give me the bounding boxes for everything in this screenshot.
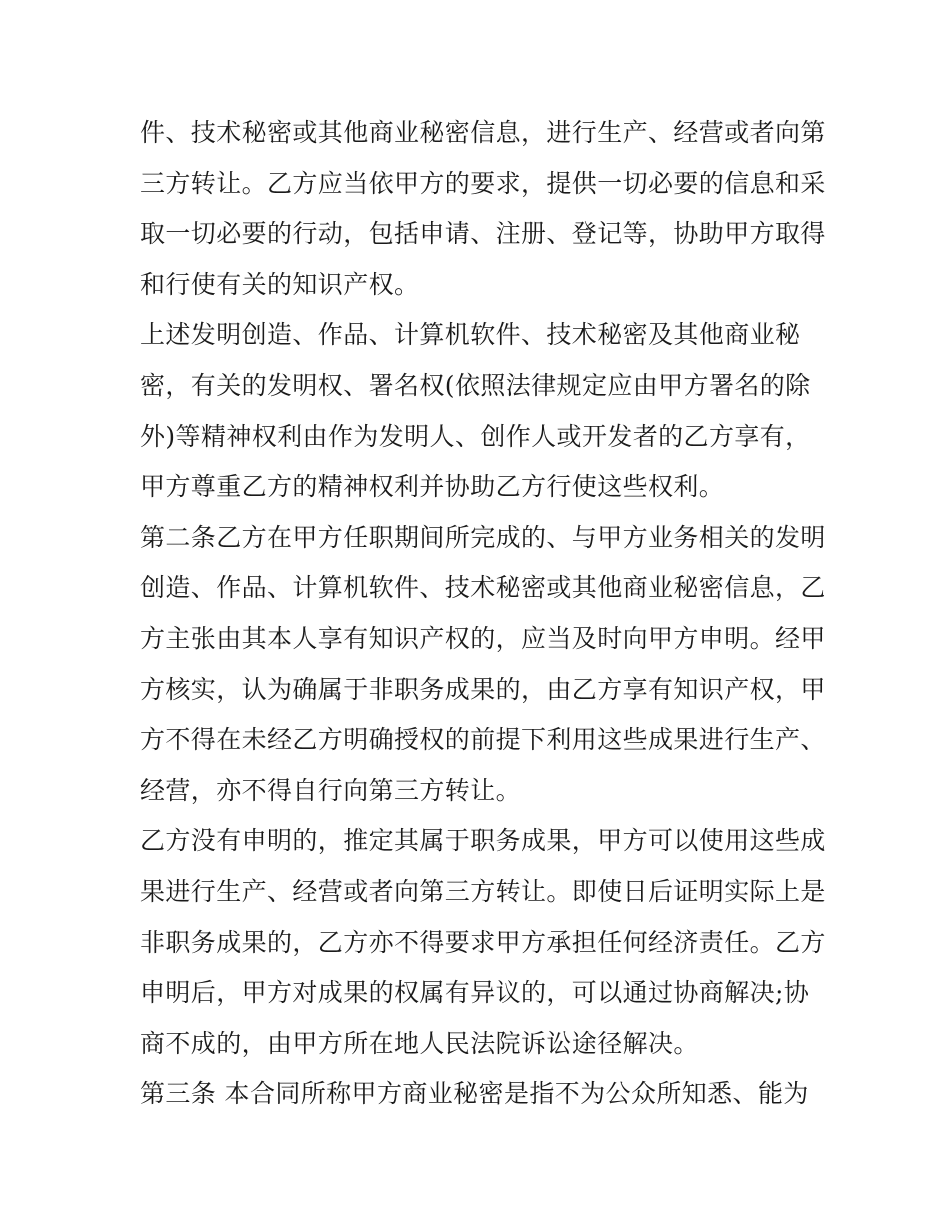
- paragraph-3: [140, 513, 826, 817]
- document-page: [140, 108, 826, 1120]
- text-line: 经营，亦不得自行向第三方转让。: [140, 775, 522, 805]
- text-line: 上述发明创造、作品、计算机软件、技术秘密及其他商业秘: [140, 320, 801, 350]
- paragraph-4: [140, 816, 826, 1069]
- text-line: 第三条 本合同所称甲方商业秘密是指不为公众所知悉、能为: [140, 1079, 809, 1109]
- text-line: 申明后，甲方对成果的权属有异议的，可以通过协商解决;协: [140, 978, 810, 1008]
- paragraph-5: [140, 1069, 820, 1120]
- text-line: 果进行生产、经营或者向第三方转让。即使日后证明实际上是: [140, 876, 826, 906]
- text-line: 第二条乙方在甲方任职期间所完成的、与甲方业务相关的发明: [140, 522, 826, 552]
- text-line: 取一切必要的行动，包括申请、注册、登记等，协助甲方取得: [140, 219, 826, 249]
- text-line: 方主张由其本人享有知识产权的，应当及时向甲方申明。经甲: [140, 623, 826, 653]
- paragraph-2: [140, 310, 820, 512]
- paragraph-1: [140, 108, 826, 310]
- text-line: 商不成的，由甲方所在地人民法院诉讼途径解决。: [140, 1028, 699, 1058]
- text-line: 方不得在未经乙方明确授权的前提下利用这些成果进行生产、: [140, 725, 826, 755]
- text-line: 密，有关的发明权、署名权(依照法律规定应由甲方署名的除: [140, 370, 811, 400]
- text-line: 外)等精神权利由作为发明人、创作人或开发者的乙方享有，: [140, 421, 811, 451]
- text-line: 非职务成果的，乙方亦不得要求甲方承担任何经济责任。乙方: [140, 927, 826, 957]
- text-line: 乙方没有申明的，推定其属于职务成果，甲方可以使用这些成: [140, 826, 826, 856]
- text-line: 方核实，认为确属于非职务成果的，由乙方享有知识产权，甲: [140, 674, 826, 704]
- text-line: 甲方尊重乙方的精神权利并协助乙方行使这些权利。: [140, 472, 725, 502]
- text-line: 创造、作品、计算机软件、技术秘密或其他商业秘密信息，乙: [140, 573, 826, 603]
- text-line: 三方转让。乙方应当依甲方的要求，提供一切必要的信息和采: [140, 168, 826, 198]
- text-line: 件、技术秘密或其他商业秘密信息，进行生产、经营或者向第: [140, 118, 826, 147]
- text-line: 和行使有关的知识产权。: [140, 269, 420, 299]
